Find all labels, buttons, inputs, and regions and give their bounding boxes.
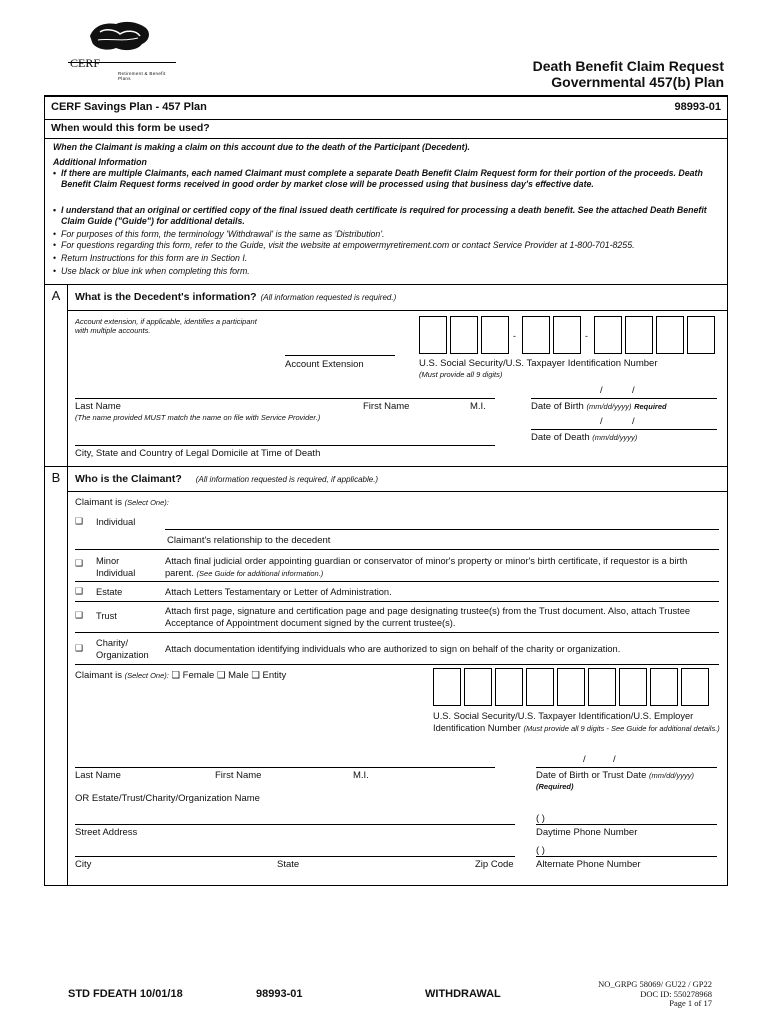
additional-info-box [44, 139, 728, 284]
claimant-dob-label: Date of Birth or Trust Date (mm/dd/yyyy) [536, 770, 694, 781]
additional-info-heading: Additional Information [53, 157, 147, 167]
claimant-first-name-label: First Name [215, 770, 262, 781]
info-bullet: • I understand that an original or certified copy of the final issued death certificate is required for processing a death benefit. See the attached Death Benefit Claim Guide ("Guide") for additional details. [53, 205, 717, 226]
section-a-letter: A [51, 288, 61, 303]
claimant-ssn-label: U.S. Social Security/U.S. Taxpayer Identification/U.S. Employer Identification Number (Must provide all 9 digits - See Guide for additional details.) [433, 711, 720, 733]
section-b-letter: B [51, 470, 61, 485]
claimant-ssn-box[interactable] [681, 668, 709, 706]
ssn-digit-box[interactable] [481, 316, 509, 354]
claimant-ssn-box[interactable] [526, 668, 554, 706]
ssn-digit-box[interactable] [656, 316, 684, 354]
claimant-is-label: Claimant is (Select One): [75, 497, 169, 508]
domicile-field[interactable] [75, 445, 495, 446]
option-charity-label: Charity/ Organization [96, 638, 149, 660]
alternate-phone-label: Alternate Phone Number [536, 859, 641, 870]
option-trust-label: Trust [96, 611, 117, 621]
logo-rule [68, 62, 176, 63]
info-bullet: • For purposes of this form, the terminology 'Withdrawal' is the same as 'Distribution'. [53, 229, 717, 240]
estate-checkbox[interactable]: ❑ [75, 586, 84, 596]
section-b: B Who is the Claimant? (All information requested is required, if applicable.) Claimant is (Select One): ❑ Individual Claimant's relationship to the decedent ❑ Minor Individual Attach final judicial order appointing guardian or conservator of minor's property or minor's birth certificate, if requestor is a birth parent. (See Guide for additional information.) ❑ Estate Attach Letters Testamentary or Letter of Administration. ❑ Trust Attach first page, signature and certification page and page designating trustee(s) from the Trust document. Also, attach Trustee Acceptance of Appointment document signed by the current trustee(s). ❑ Charity/ Organization Attach documentation identifying individuals who are authorized to sign on behalf of the charity or organization. Claimant is (Select One): ❑ Female ❑ Male ❑ Entity U.S. Social Security/U.S. Taxpayer Identification/U.S. Employer Identification Number (Must provide all 9 digits - See Guide for additional details.) / / Last Name First Name M.I. Date of Birth or Trust Date (mm/dd/yyyy) (Required) OR Estate/Trust/Charity/Organization Name ( ) Street Address Daytime Phone Number ( ) City State Zip Code Alternate Phone Number [44, 466, 728, 886]
dod-label: Date of Death (mm/dd/yyyy) [531, 432, 638, 443]
decedent-dod-field[interactable] [531, 429, 717, 430]
claimant-ssn-box[interactable] [557, 668, 585, 706]
state-label: State [277, 859, 300, 870]
when-intro: When the Claimant is making a claim on this account due to the death of the Participant (Decedent). [53, 142, 470, 152]
footer-references: NO_GRPG 58069/ GU22 / GP22 DOC ID: 550278968 Page 1 of 17 [598, 979, 712, 1008]
option-individual-label: Individual [96, 517, 136, 527]
estate-name-label: OR Estate/Trust/Charity/Organization Name [75, 793, 260, 804]
alternate-phone-field[interactable] [536, 856, 717, 857]
option-minor-detail: Attach final judicial order appointing guardian or conservator of minor's property or minor's birth certificate, if requestor is a birth parent. (See Guide for additional information.) [165, 556, 688, 578]
document-title [533, 58, 724, 90]
section-a-heading: What is the Decedent's information? (All information requested is required.) [75, 291, 397, 303]
plan-number: 98993-01 [674, 101, 721, 113]
info-bullet: • If there are multiple Claimants, each named Claimant must complete a separate Death Benefit Claim Request form for their portion of the proceeds. Death Benefit Claim Request forms received in good order by market close will be processed using that business day's effective date. [53, 168, 717, 189]
mi-label: M.I. [470, 401, 486, 412]
account-extension-label: Account Extension [285, 359, 364, 370]
plan-bar [44, 95, 728, 120]
plan-name: CERF Savings Plan - 457 Plan [51, 101, 207, 113]
option-trust-detail: Attach first page, signature and certification page and page designating trustee(s) from the Trust document. Also, attach Trustee Acceptance of Appointment document signed by the current trustee(s). [165, 606, 691, 628]
relationship-label: Claimant's relationship to the decedent [167, 535, 331, 546]
daytime-phone-label: Daytime Phone Number [536, 827, 638, 838]
footer-form-id: STD FDEATH 10/01/18 [68, 988, 183, 1000]
info-bullet: • Return Instructions for this form are in Section I. [53, 253, 717, 264]
last-name-label: Last Name [75, 401, 121, 412]
dob-label: Date of Birth (mm/dd/yyyy) Required [531, 401, 667, 412]
claimant-ssn-box[interactable] [619, 668, 647, 706]
claimant-last-name-label: Last Name [75, 770, 121, 781]
entity-checkbox[interactable]: ❑ [251, 670, 260, 681]
trust-checkbox[interactable]: ❑ [75, 610, 84, 620]
when-used-heading: When would this form be used? [51, 122, 210, 134]
account-extension-field[interactable] [285, 355, 395, 356]
ssn-digit-box[interactable] [625, 316, 653, 354]
claimant-type-label: Claimant is (Select One): ❑ Female ❑ Male ❑ Entity [75, 670, 287, 681]
female-checkbox[interactable]: ❑ [171, 670, 180, 681]
option-minor-label: Minor Individual [96, 556, 136, 578]
claimant-ssn-box[interactable] [650, 668, 678, 706]
claimant-name-field[interactable] [75, 767, 495, 768]
first-name-label: First Name [363, 401, 410, 412]
option-charity-detail: Attach documentation identifying individuals who are authorized to sign on behalf of the charity or organization. [165, 644, 621, 654]
info-bullet: • For questions regarding this form, refer to the Guide, visit the website at empowermyretirement.com or contact Service Provider at 1-800-701-8255. [53, 240, 717, 251]
male-checkbox[interactable]: ❑ [216, 670, 226, 681]
ssn-note: (Must provide all 9 digits) [419, 370, 503, 379]
ssn-digit-box[interactable] [687, 316, 715, 354]
option-estate-detail: Attach Letters Testamentary or Letter of Administration. [165, 587, 392, 597]
ssn-digit-box[interactable] [419, 316, 447, 354]
ssn-digit-box[interactable] [522, 316, 550, 354]
info-bullet: • Use black or blue ink when completing this form. [53, 266, 717, 277]
title-line-2: Governmental 457(b) Plan [551, 74, 724, 90]
claimant-ssn-box[interactable] [588, 668, 616, 706]
claimant-ssn-box[interactable] [433, 668, 461, 706]
daytime-phone-field[interactable] [536, 824, 717, 825]
logo-wordmark: CERF [70, 56, 101, 70]
ssn-digit-box[interactable] [450, 316, 478, 354]
extension-note: Account extension, if applicable, identifies a participant with multiple accounts. [75, 317, 257, 335]
name-note: (The name provided MUST match the name on file with Service Provider.) [75, 413, 321, 422]
city-label: City [75, 859, 92, 870]
decedent-name-field[interactable] [75, 398, 495, 399]
zip-label: Zip Code [475, 859, 514, 870]
city-state-zip-field[interactable] [75, 856, 515, 857]
claimant-ssn-box[interactable] [464, 668, 492, 706]
street-address-field[interactable] [75, 824, 515, 825]
street-address-label: Street Address [75, 827, 138, 838]
logo-subtitle: Retirement & Benefit Plans [118, 71, 166, 81]
ssn-digit-box[interactable] [594, 316, 622, 354]
claimant-dob-field[interactable] [536, 767, 717, 768]
footer-type: WITHDRAWAL [425, 988, 501, 1000]
claimant-mi-label: M.I. [353, 770, 369, 781]
individual-checkbox[interactable]: ❑ [75, 516, 84, 526]
claimant-ssn-box[interactable] [495, 668, 523, 706]
when-used-heading-bar [44, 118, 728, 139]
ssn-digit-box[interactable] [553, 316, 581, 354]
domicile-label: City, State and Country of Legal Domicile at Time of Death [75, 448, 321, 459]
minor-checkbox[interactable]: ❑ [75, 558, 84, 568]
option-estate-label: Estate [96, 587, 123, 597]
section-b-heading: Who is the Claimant? (All information requested is required, if applicable.) [75, 473, 379, 485]
section-a: A What is the Decedent's information? (All information requested is required.) Account extension, if applicable, identifies a participant with multiple accounts. - - Account Extension U.S. Social Security/U.S. Taxpayer Identification Number (Must provide all 9 digits) / / Last Name First Name M.I. Date of Birth (mm/dd/yyyy) Required (The name provided MUST match the name on file with Service Provider.) / / Date of Death (mm/dd/yyyy) City, State and Country of Legal Domicile at Time of Death [44, 284, 728, 467]
charity-checkbox[interactable]: ❑ [75, 643, 84, 653]
claimant-dob-required: (Required) [536, 782, 574, 791]
decedent-dob-field[interactable] [531, 398, 717, 399]
footer-plan-number: 98993-01 [256, 988, 303, 1000]
relationship-field[interactable] [165, 529, 719, 530]
title-line-1: Death Benefit Claim Request [532, 58, 724, 74]
ssn-label: U.S. Social Security/U.S. Taxpayer Identification Number [419, 358, 658, 369]
